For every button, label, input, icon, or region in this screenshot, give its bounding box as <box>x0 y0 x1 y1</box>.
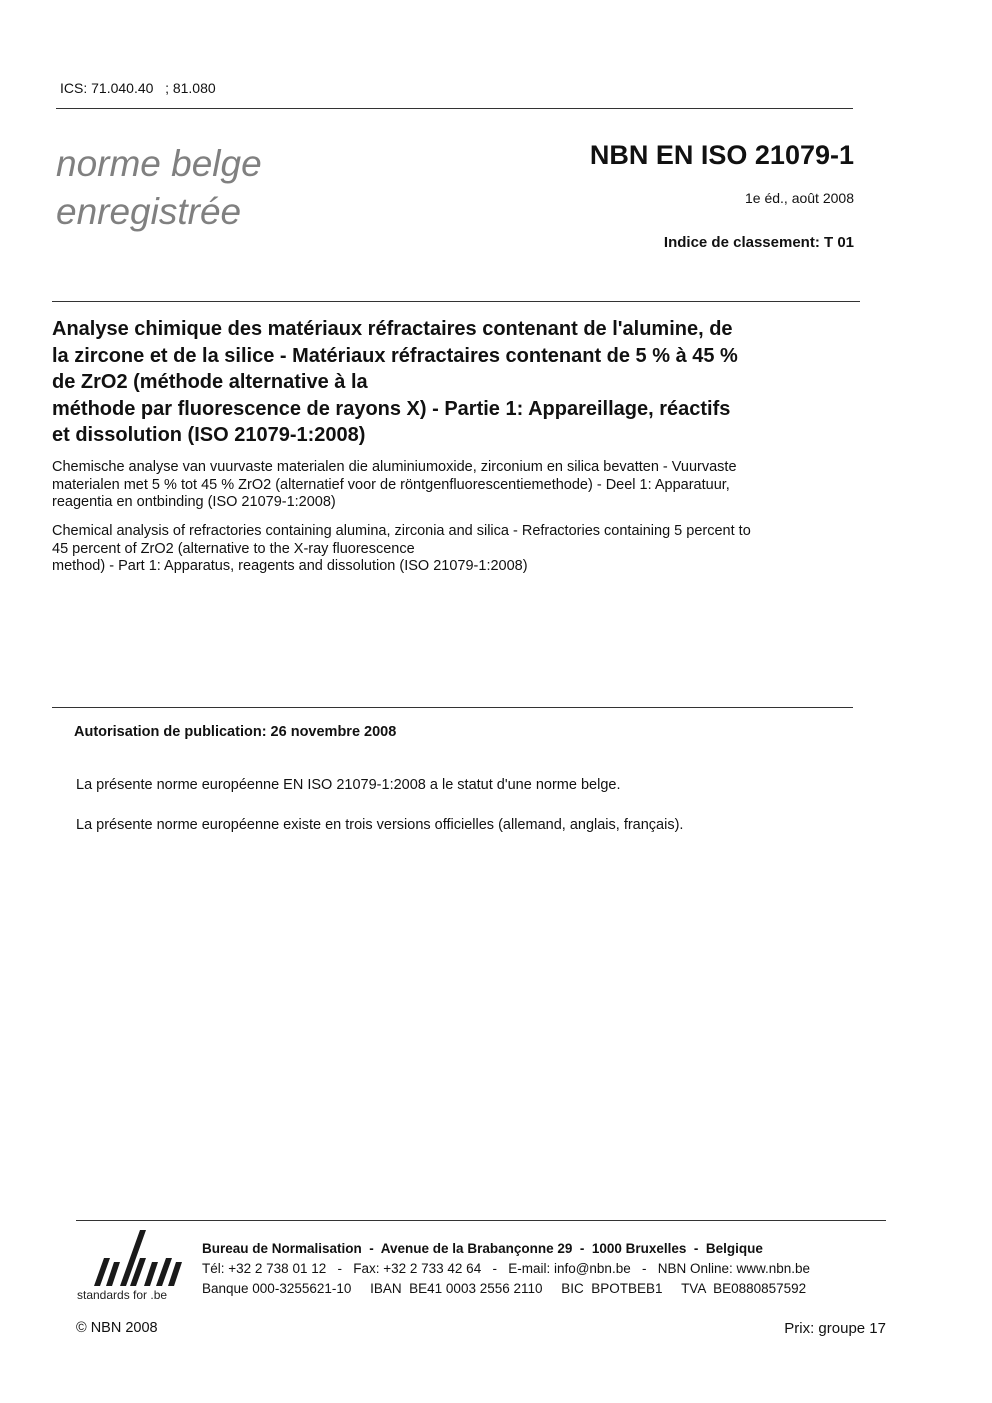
title-french <box>52 316 862 449</box>
footer-divider <box>76 1220 886 1221</box>
header-divider <box>56 108 853 109</box>
contact-info: Tél: +32 2 738 01 12 - Fax: +32 2 733 42 64 - E-mail: info@nbn.be - NBN Online: www.nbn.be <box>202 1261 811 1276</box>
title-en-line: Chemical analysis of refractories containing alumina, zirconia and silica - Refractories containing 5 percent to <box>52 523 751 539</box>
ics-code: ICS: 71.040.40 ; 81.080 <box>60 80 216 96</box>
title-english <box>52 523 862 576</box>
brand-line-1: norme belge <box>56 143 262 184</box>
versions-paragraph: La présente norme européenne existe en trois versions officielles (allemand, anglais, français). <box>76 817 684 833</box>
title-dutch <box>52 459 862 512</box>
title-nl-line: materialen met 5 % tot 45 % ZrO2 (alternatief voor de röntgenfluorescentiemethode) - Deel 1: Apparatuur, <box>52 476 730 493</box>
title-nl-line: reagentia en ontbinding (ISO 21079-1:2008) <box>52 494 336 510</box>
title-fr-line: de ZrO2 (méthode alternative à la <box>52 371 368 393</box>
price-group: Prix: groupe 17 <box>784 1320 886 1337</box>
title-nl-line: Chemische analyse van vuurvaste materialen die aluminiumoxide, zirconium en silica bevatten - Vuurvaste <box>52 459 737 475</box>
standard-number: NBN EN ISO 21079-1 <box>589 140 854 170</box>
publication-authorization: Autorisation de publication: 26 novembre 2008 <box>74 724 397 740</box>
title-en-line: method) - Part 1: Apparatus, reagents and dissolution (ISO 21079-1:2008) <box>52 558 528 574</box>
title-fr-line: Analyse chimique des matériaux réfractaires contenant de l'alumine, de <box>52 318 733 340</box>
status-paragraph: La présente norme européenne EN ISO 21079-1:2008 a le statut d'une norme belge. <box>76 777 621 793</box>
title-fr-line: la zircone et de la silice - Matériaux réfractaires contenant de 5 % à 45 % <box>52 344 738 367</box>
logo-stroke <box>168 1262 182 1286</box>
title-en-line: 45 percent of ZrO2 (alternative to the X-ray fluorescence <box>52 540 415 557</box>
title-fr-line: et dissolution (ISO 21079-1:2008) <box>52 424 366 446</box>
bureau-address: Bureau de Normalisation - Avenue de la Brabançonne 29 - 1000 Bruxelles - Belgique <box>202 1241 763 1256</box>
publication-divider <box>52 707 853 708</box>
edition-date: 1e éd., août 2008 <box>745 190 854 206</box>
bank-info: Banque 000-3255621-10 IBAN BE41 0003 2556 2110 BIC BPOTBEB1 TVA BE0880857592 <box>202 1281 807 1296</box>
title-fr-line: méthode par fluorescence de rayons X) - Partie 1: Appareillage, réactifs <box>52 397 731 420</box>
logo-stroke <box>144 1262 158 1286</box>
logo-stroke <box>106 1262 120 1286</box>
classification-index: Indice de classement: T 01 <box>663 234 854 251</box>
logo-tagline: standards for .be <box>77 1288 168 1302</box>
title-divider <box>52 301 860 302</box>
copyright: © NBN 2008 <box>76 1320 158 1336</box>
brand-block <box>56 140 262 236</box>
brand-line-2: enregistrée <box>56 191 242 232</box>
